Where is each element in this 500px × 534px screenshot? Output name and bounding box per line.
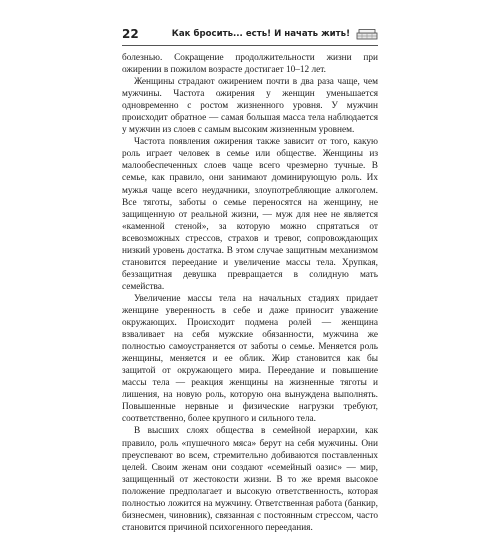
paragraph: В высших слоях общества в семейной иерархии, как правило, роль «пушечного мяса» берут на себя мужчины. Они преуспевают во всем, стремительно добиваются поставленных целей. Своим женам они создают «семейный оазис» — мир, защищенный от жестокости жизни. В то же время высокое положение предполагает и высокую ответственность, которая полностью ложится на мужчину. Ответственная работа (банкир, бизнесмен, чиновник), связанная с постоянным стрессом, часто становится причиной психогенного переедания. bbox=[122, 426, 378, 533]
page-header bbox=[122, 27, 378, 46]
running-title: Как бросить... есть! И начать жить! bbox=[171, 29, 350, 39]
page-number: 22 bbox=[122, 27, 139, 41]
paragraph: Увеличение массы тела на начальных стадиях придает женщине уверенность в себе и даже приносит уважение окружающих. Происходит подмена ролей — женщина взваливает на себя мужские обязанности, мужчина же полностью самоустраняется от заботы о семье. Меняется роль женщины, меняется и ее облик. Жир становится как бы защитой от окружающего мира. Переедание и повышение массы тела — реакция женщины на жизненные тяготы и лишения, на новую роль, которую она вынуждена выполнять. Повышенные нервные и физические нагрузки требуют, соответственно, более крупного и сильного тела. bbox=[122, 293, 378, 425]
cake-icon bbox=[356, 28, 378, 40]
paragraph: болезнью. Сокращение продолжительности жизни при ожирении в пожилом возрасте достигает 10–12 лет. bbox=[122, 53, 378, 76]
paragraph: Женщины страдают ожирением почти в два раза чаще, чем мужчины. Частота ожирения у женщин уменьшается одновременно с ростом жизненного уровня. У мужчин происходит обратное — самая большая масса тела наблюдается у мужчин из слоев с самым высоким жизненным уровнем. bbox=[122, 77, 378, 136]
paragraph: Частота появления ожирения также зависит от того, какую роль играет человек в семье или обществе. Женщины из малообеспеченных слоев чаще всего чрезмерно тучные. В семье, как правило, они занимают доминирующую роль. Их мужья чаще всего неудачники, злоупотребляющие алкоголем. Все тяготы, заботы о семье переносятся на женщину, не защищенную от реальной жизни, — муж для нее не является «каменной стеной», за которую можно спрятаться от всевозможных стрессов, страхов и тревог, сопровождающих низкий уровень достатка. В этом случае защитным механизмом становится переедание и увеличение массы тела. Хрупкая, беззащитная девушка превращается в солидную мать семейства. bbox=[122, 137, 378, 292]
body-text bbox=[122, 52, 378, 534]
